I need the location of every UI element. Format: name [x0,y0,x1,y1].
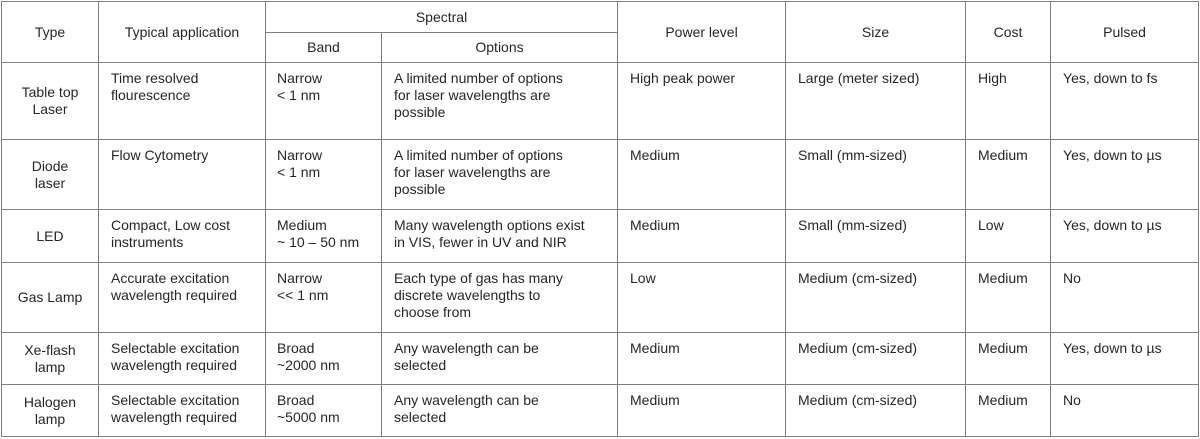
cell-cost: Medium [966,140,1051,210]
cell-application-line: Compact, Low cost [111,217,231,234]
header-application: Typical application [99,2,266,63]
cell-type [2,332,99,385]
table-row [2,385,1199,437]
cell-pulsed: Yes, down to fs [1051,63,1199,140]
cell-options [382,140,618,210]
cell-options-line: in VIS, fewer in UV and NIR [394,234,567,251]
cell-type [2,262,99,332]
cell-options-line: A limited number of options [394,70,563,86]
cell-options-line: Any wavelength can be [394,392,539,409]
cell-application-line: Selectable excitation [111,339,240,356]
cell-power-level: Medium [618,385,786,437]
cell-application [99,332,266,385]
cell-pulsed: Yes, down to µs [1051,210,1199,263]
cell-size: Medium (cm-sized) [786,262,966,332]
cell-cost: High [966,63,1051,140]
cell-options-line: possible [394,104,446,120]
table-row [2,63,1199,140]
cell-application [99,385,266,437]
cell-options-line: selected [394,356,447,373]
cell-type-line: Table top [21,84,79,101]
cell-application-line: Accurate excitation [111,269,230,286]
header-size: Size [786,2,966,63]
cell-power-level: Medium [618,140,786,210]
header-spectral: Spectral [266,2,618,33]
cell-band-line: ~2000 nm [277,356,340,373]
cell-application [99,140,266,210]
cell-type-line: lamp [34,410,66,427]
cell-type [2,63,99,140]
cell-band [266,332,382,385]
cell-type [2,210,99,263]
cell-type-line: Xe-flash [24,341,76,358]
header-pulsed: Pulsed [1051,2,1199,63]
cell-band-line: Broad [277,392,315,409]
cell-power-level: Medium [618,332,786,385]
cell-options [382,332,618,385]
cell-pulsed: No [1051,385,1199,437]
cell-size: Large (meter sized) [786,63,966,140]
cell-power-level: Low [618,262,786,332]
cell-size: Small (mm-sized) [786,210,966,263]
cell-type [2,140,99,210]
cell-options-line: Many wavelength options exist [394,217,585,234]
cell-options-line: choose from [394,303,472,320]
table-body [2,63,1199,437]
cell-power-level: Medium [618,210,786,263]
cell-type-line: Gas Lamp [17,288,83,305]
header-type: Type [2,2,99,63]
header-row-top [2,2,1199,33]
cell-application [99,63,266,140]
cell-application-line: instruments [111,234,184,251]
cell-band-line: Medium [277,217,327,234]
cell-options-line: possible [394,181,446,198]
cell-type-line: LED [36,227,64,244]
cell-pulsed: Yes, down to µs [1051,332,1199,385]
cell-band [266,210,382,263]
cell-band [266,262,382,332]
cell-options-line: for laser wavelengths are [394,87,551,103]
cell-band [266,140,382,210]
cell-band [266,63,382,140]
header-cost: Cost [966,2,1051,63]
cell-options-line: A limited number of options [394,147,563,164]
cell-cost: Low [966,210,1051,263]
cell-cost: Medium [966,262,1051,332]
cell-band-line: < 1 nm [277,87,321,103]
cell-band [266,385,382,437]
cell-options [382,63,618,140]
cell-power-level: High peak power [618,63,786,140]
cell-cost: Medium [966,332,1051,385]
cell-type-line: lamp [34,358,66,375]
cell-application-line: Flow Cytometry [111,147,209,164]
cell-options-line: selected [394,409,447,426]
cell-application [99,210,266,263]
cell-band-line: Narrow [277,70,323,86]
cell-options [382,262,618,332]
cell-size: Medium (cm-sized) [786,385,966,437]
table-row [2,332,1199,385]
cell-type-line: Diode [31,157,69,174]
cell-options-line: Any wavelength can be [394,339,539,356]
cell-band-line: ~5000 nm [277,409,340,426]
cell-type-line: Laser [32,101,68,118]
cell-cost: Medium [966,385,1051,437]
cell-band-line: Narrow [277,269,323,286]
cell-type [2,385,99,437]
cell-size: Medium (cm-sized) [786,332,966,385]
table-row [2,210,1199,263]
cell-application [99,262,266,332]
cell-pulsed: No [1051,262,1199,332]
light-source-comparison-table [1,1,1199,437]
cell-band-line: ~ 10 – 50 nm [277,234,360,251]
table-row [2,262,1199,332]
cell-options [382,210,618,263]
cell-band-line: Broad [277,339,315,356]
cell-type-line: Halogen [23,393,77,410]
header-power-level: Power level [618,2,786,63]
cell-band-line: < 1 nm [277,164,321,181]
cell-application-line: wavelength required [111,286,238,303]
cell-band-line: Narrow [277,147,323,164]
cell-band-line: << 1 nm [277,286,329,303]
cell-pulsed: Yes, down to µs [1051,140,1199,210]
table-row [2,140,1199,210]
cell-type-line: laser [34,174,66,191]
header-band: Band [266,33,382,63]
header-options: Options [382,33,618,63]
cell-application-line: wavelength required [111,356,238,373]
cell-application-line: flourescence [111,87,191,103]
cell-options-line: discrete wavelengths to [394,286,541,303]
cell-options-line: for laser wavelengths are [394,164,551,181]
cell-application-line: Time resolved [111,70,199,86]
cell-application-line: Selectable excitation [111,392,240,409]
cell-options-line: Each type of gas has many [394,269,563,286]
cell-size: Small (mm-sized) [786,140,966,210]
cell-options [382,385,618,437]
cell-application-line: wavelength required [111,409,238,426]
